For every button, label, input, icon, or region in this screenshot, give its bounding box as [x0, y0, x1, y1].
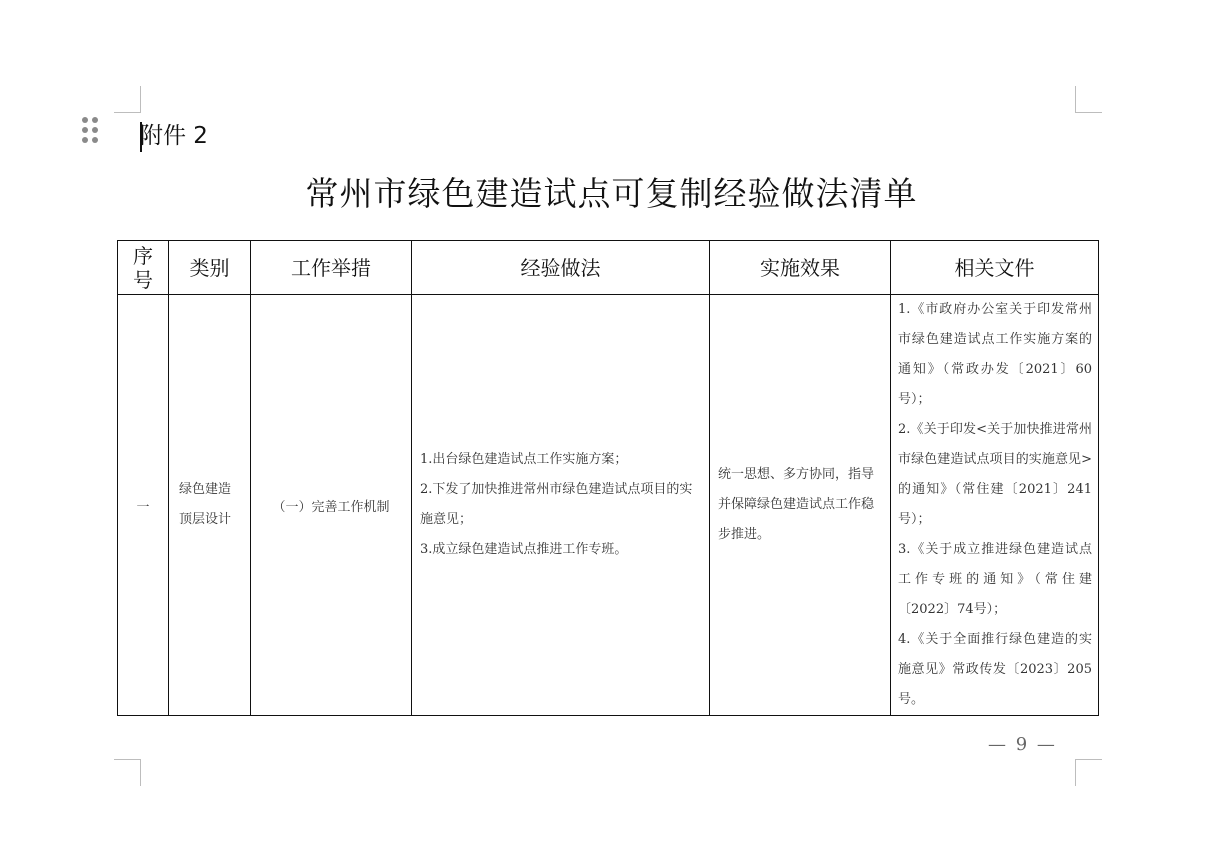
experience-item: 2.下发了加快推进常州市绿色建造试点项目的实施意见； — [420, 482, 693, 527]
cell-category[interactable]: 绿色建造顶层设计 — [169, 295, 251, 716]
drag-handle-icon[interactable] — [82, 117, 102, 147]
column-header-category: 类别 — [169, 241, 251, 295]
table-row — [118, 295, 1099, 716]
page-number: — 9 — — [988, 734, 1057, 755]
table-header-row — [118, 241, 1099, 295]
page-corner-mark-bottom-right — [1075, 759, 1102, 786]
page-corner-mark-bottom-left — [114, 759, 141, 786]
experience-item: 1.出台绿色建造试点工作实施方案； — [420, 452, 628, 467]
column-header-seq: 序号 — [118, 241, 169, 295]
document-item: 3.《关于成立推进绿色建造试点工作专班的通知》（常住建〔2022〕74号）； — [898, 542, 1092, 617]
column-header-effect: 实施效果 — [710, 241, 891, 295]
column-header-documents: 相关文件 — [891, 241, 1099, 295]
experience-item: 3.成立绿色建造试点推进工作专班。 — [420, 542, 628, 557]
document-item: 2.《关于印发<关于加快推进常州市绿色建造试点项目的实施意见>的通知》（常住建〔2021〕241号）； — [898, 422, 1092, 527]
document-item: 1.《市政府办公室关于印发常州市绿色建造试点工作实施方案的通知》（常政办发〔2021〕60号）； — [898, 302, 1092, 407]
experience-table — [117, 240, 1099, 716]
cell-effect[interactable]: 统一思想、多方协同，指导并保障绿色建造试点工作稳步推进。 — [710, 295, 891, 716]
document-title[interactable]: 常州市绿色建造试点可复制经验做法清单 — [305, 174, 918, 213]
cell-seq[interactable]: 一 — [118, 295, 169, 716]
column-header-experience: 经验做法 — [412, 241, 710, 295]
attachment-label[interactable]: 附件 2 — [140, 123, 208, 149]
cell-measure[interactable]: （一）完善工作机制 — [251, 295, 412, 716]
document-item: 4.《关于全面推行绿色建造的实施意见》常政传发〔2023〕205号。 — [898, 632, 1092, 707]
page-corner-mark-top-right — [1075, 86, 1102, 113]
page-corner-mark-top-left — [114, 86, 141, 113]
cell-documents[interactable] — [891, 295, 1099, 716]
column-header-measure: 工作举措 — [251, 241, 412, 295]
cell-experience[interactable] — [412, 295, 710, 716]
